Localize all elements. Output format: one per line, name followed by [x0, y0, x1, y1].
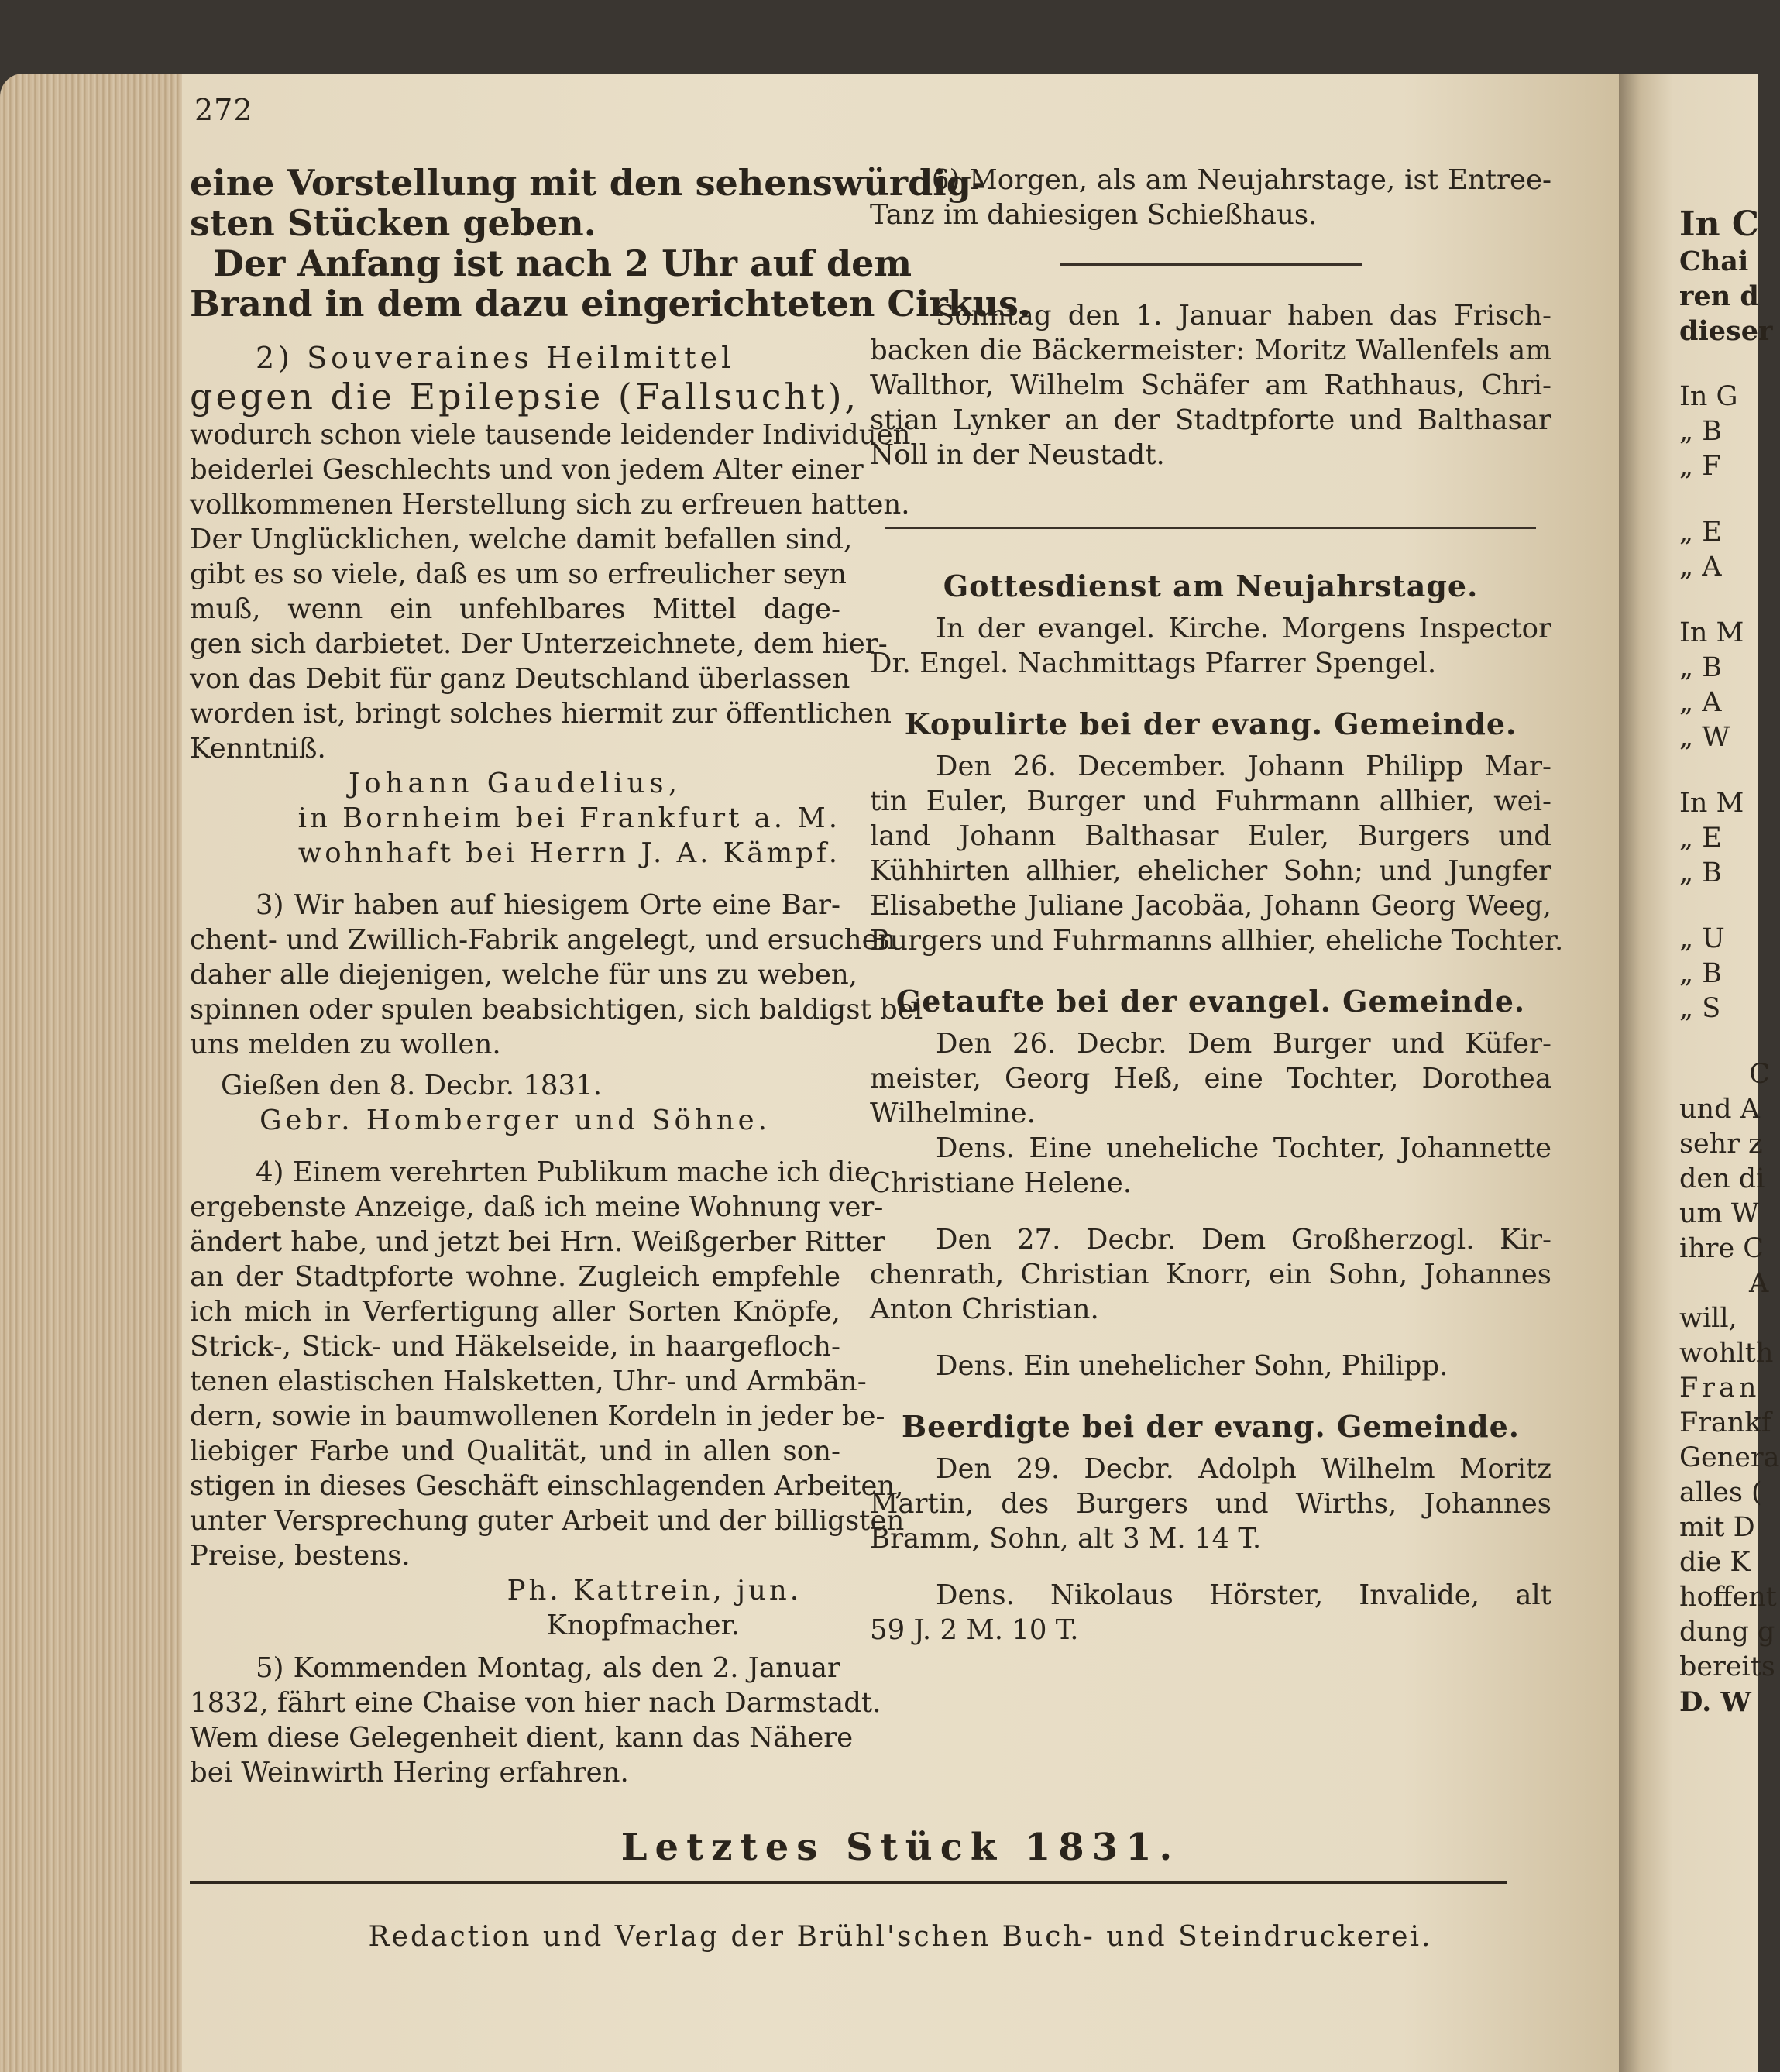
- fragment-gap: [1679, 891, 1780, 922]
- fragment-line: will,: [1679, 1303, 1737, 1334]
- text-line: 6) Morgen, als am Neujahrstage, ist Entree-: [932, 164, 1551, 196]
- text-line: wodurch schon viele tausende leidender Individuen: [190, 419, 911, 451]
- ad-dance: [870, 163, 1551, 232]
- signature-line: Knopfmacher.: [546, 1610, 740, 1641]
- section-divider: [885, 527, 1536, 529]
- text-line: Den 29. Decbr. Adolph Wilhelm Moritz: [936, 1453, 1551, 1485]
- fragment-gap: [1679, 484, 1780, 515]
- text-line: Elisabethe Juliane Jacobäa, Johann Georg Weeg,: [870, 890, 1551, 922]
- text-line: Kühhirten allhier, ehelicher Sohn; und Jungfer: [870, 855, 1551, 887]
- text-line: 3) Wir haben auf hiesigem Orte eine Bar-: [256, 889, 840, 921]
- baptisms-section: [870, 981, 1551, 1383]
- fragment-line: In M: [1679, 788, 1744, 819]
- issue-title: Letztes Stück 1831.: [620, 1826, 1180, 1869]
- text-line: eine Vorstellung mit den sehenswürdig-: [190, 162, 986, 204]
- fragment-line: „ B: [1679, 958, 1722, 989]
- text-line: ich mich in Verfertigung aller Sorten Knöpfe,: [190, 1296, 840, 1328]
- ad-subtitle: gegen die Epilepsie (Fallsucht),: [190, 376, 860, 417]
- text-line: Bramm, Sohn, alt 3 M. 14 T.: [870, 1523, 1262, 1555]
- text-line: ergebenste Anzeige, daß ich meine Wohnung ver-: [190, 1191, 884, 1223]
- fragment-gap: [1679, 349, 1780, 380]
- section-heading: Beerdigte bei der evang. Gemeinde.: [901, 1409, 1521, 1444]
- text-line: Den 26. Decbr. Dem Burger und Küfer-: [936, 1028, 1551, 1060]
- text-line: Dens. Nikolaus Hörster, Invalide, alt: [936, 1579, 1551, 1611]
- fragment-line: ren d: [1679, 280, 1759, 312]
- fragment-line: „ U: [1679, 923, 1725, 954]
- fragment-line: In C: [1679, 204, 1759, 244]
- fragment-line: dung g: [1679, 1617, 1775, 1648]
- marriages-section: [870, 704, 1564, 958]
- text-line: tenen elastischen Halsketten, Uhr- und Armbän-: [190, 1366, 867, 1397]
- book-page-edges: [0, 74, 186, 2072]
- text-line: dern, sowie in baumwollenen Kordeln in jeder be-: [190, 1400, 885, 1432]
- text-line: Sonntag den 1. Januar haben das Frisch-: [936, 300, 1551, 332]
- text-line: Dens. Ein unehelicher Sohn, Philipp.: [936, 1350, 1448, 1382]
- text-line: von das Debit für ganz Deutschland überlassen: [190, 663, 850, 695]
- text-line: vollkommenen Herstellung sich zu erfreuen hatten.: [190, 489, 910, 521]
- fragment-line: „ B: [1679, 416, 1722, 447]
- text-line: Strick-, Stick- und Häkelseide, in haargefloch-: [190, 1331, 840, 1362]
- signature-line: wohnhaft bei Herrn J. A. Kämpf.: [297, 837, 840, 869]
- text-line: land Johann Balthasar Euler, Burgers und: [870, 820, 1551, 852]
- imprint-line: Redaction und Verlag der Brühl'schen Buch- und Steindruckerei.: [368, 1921, 1433, 1953]
- fragment-gap: [1679, 755, 1780, 786]
- fragment-line: „ E: [1679, 517, 1722, 548]
- fragment-line: „ A: [1679, 552, 1722, 582]
- fragment-line: „ W: [1679, 722, 1730, 753]
- fragment-line: C: [1749, 1059, 1770, 1090]
- text-line: tin Euler, Burger und Fuhrmann allhier, wei-: [870, 785, 1551, 817]
- text-line: an der Stadtpforte wohne. Zugleich empfehle: [190, 1261, 840, 1293]
- fragment-gap: [1679, 1026, 1780, 1057]
- text-line: unter Versprechung guter Arbeit und der billigsten: [190, 1505, 905, 1537]
- text-line: Christiane Helene.: [870, 1167, 1132, 1199]
- text-line: meister, Georg Heß, eine Tochter, Dorothea: [870, 1063, 1551, 1094]
- right-column: [870, 163, 1564, 1648]
- burials-section: [870, 1407, 1551, 1648]
- text-line: spinnen oder spulen beabsichtigen, sich baldigst bei: [190, 994, 923, 1026]
- text-line: Der Anfang ist nach 2 Uhr auf dem: [213, 242, 912, 284]
- ad-title: 2) Souveraines Heilmittel: [256, 341, 735, 375]
- fragment-line: dieser: [1679, 315, 1773, 347]
- adjacent-page-fragment: [1619, 74, 1780, 2072]
- text-line: Brand in dem dazu eingerichteten Cirkus.: [190, 283, 1031, 325]
- fragment-line: wohlth: [1679, 1338, 1774, 1369]
- text-line: Wilhelmine.: [870, 1098, 1036, 1129]
- fragment-line: „ E: [1679, 823, 1722, 854]
- text-line: bei Weinwirth Hering erfahren.: [190, 1757, 629, 1789]
- signature-line: Ph. Kattrein, jun.: [507, 1575, 802, 1606]
- section-heading: Kopulirte bei der evang. Gemeinde.: [904, 706, 1517, 741]
- fragment-line: In G: [1679, 381, 1738, 412]
- text-line: stian Lynker an der Stadtpforte und Balthasar: [870, 404, 1551, 436]
- text-line: gen sich darbietet. Der Unterzeichnete, dem hier-: [190, 628, 888, 660]
- fragment-line: D. W: [1679, 1686, 1751, 1718]
- fragment-line: bereits: [1679, 1651, 1775, 1682]
- fragment-line: die K: [1679, 1547, 1751, 1578]
- text-line: Tanz im dahiesigen Schießhaus.: [870, 199, 1318, 231]
- fragment-line: Frankf: [1679, 1407, 1771, 1438]
- fragment-line: und A: [1679, 1094, 1760, 1125]
- adjacent-page-text: [1679, 205, 1780, 1720]
- text-line: Wallthor, Wilhelm Schäfer am Rathhaus, Chri-: [870, 369, 1551, 401]
- section-heading: Getaufte bei der evangel. Gemeinde.: [895, 984, 1526, 1019]
- ad-chaise: [190, 1651, 881, 1790]
- fragment-line: alles (: [1679, 1477, 1762, 1508]
- text-line: stigen in dieses Geschäft einschlagenden Arbeiten,: [190, 1470, 904, 1502]
- text-line: Burgers und Fuhrmanns allhier, eheliche Tochter.: [870, 925, 1564, 957]
- ad-buttons: [190, 1155, 905, 1643]
- bakers-notice: [870, 298, 1551, 472]
- fragment-line: „ F: [1679, 451, 1721, 482]
- fragment-line: Chai: [1679, 246, 1749, 277]
- text-line: Anton Christian.: [870, 1294, 1099, 1325]
- fragment-line: „ B: [1679, 652, 1722, 683]
- text-line: Preise, bestens.: [190, 1540, 411, 1572]
- fragment-line: „ A: [1679, 687, 1722, 718]
- text-line: Martin, des Burgers und Wirths, Johannes: [870, 1488, 1551, 1520]
- dateline: Gießen den 8. Decbr. 1831.: [221, 1070, 602, 1101]
- fragment-line: um W: [1679, 1198, 1759, 1229]
- worship-section: [870, 566, 1551, 681]
- footer-divider: [190, 1881, 1507, 1884]
- text-line: chenrath, Christian Knorr, ein Sohn, Johannes: [870, 1259, 1551, 1290]
- text-line: 4) Einem verehrten Publikum mache ich die: [256, 1156, 871, 1188]
- fragment-line: Fran: [1679, 1373, 1761, 1404]
- fragment-line: mit D: [1679, 1512, 1755, 1543]
- page-number: 272: [194, 93, 253, 127]
- fragment-line: sehr z: [1679, 1129, 1763, 1160]
- signature-line: in Bornheim bei Frankfurt a. M.: [297, 802, 840, 834]
- newspaper-page: [182, 74, 1619, 2072]
- text-line: liebiger Farbe und Qualität, und in allen son-: [190, 1435, 840, 1467]
- ad-circus: [190, 162, 1031, 325]
- text-line: uns melden zu wollen.: [190, 1029, 501, 1060]
- fragment-gap: [1679, 585, 1780, 616]
- signature-line: Johann Gaudelius,: [349, 768, 682, 799]
- text-line: Kenntniß.: [190, 733, 326, 765]
- fragment-line: ihre C: [1679, 1233, 1765, 1264]
- section-divider: [1060, 263, 1362, 266]
- section-heading: Gottesdienst am Neujahrstage.: [943, 569, 1479, 603]
- text-line: worden ist, bringt solches hiermit zur öffentlichen: [190, 698, 892, 730]
- text-line: Den 26. December. Johann Philipp Mar-: [936, 751, 1551, 782]
- text-line: In der evangel. Kirche. Morgens Inspector: [936, 613, 1551, 644]
- text-line: beiderlei Geschlechts und von jedem Alter einer: [190, 454, 864, 486]
- text-line: Noll in der Neustadt.: [870, 439, 1165, 471]
- text-line: 5) Kommenden Montag, als den 2. Januar: [256, 1652, 840, 1684]
- text-line: sten Stücken geben.: [190, 202, 596, 244]
- fragment-line: hoffent: [1679, 1582, 1777, 1613]
- text-line: Wem diese Gelegenheit dient, kann das Nähere: [190, 1722, 854, 1754]
- text-line: Dens. Eine uneheliche Tochter, Johannette: [936, 1132, 1551, 1164]
- text-line: Den 27. Decbr. Dem Großherzogl. Kir-: [936, 1224, 1551, 1256]
- signature-line: Gebr. Homberger und Söhne.: [259, 1105, 771, 1136]
- fragment-line: Genera: [1679, 1442, 1780, 1473]
- fragment-line: A: [1749, 1268, 1769, 1299]
- text-line: daher alle diejenigen, welche für uns zu weben,: [190, 959, 858, 991]
- fragment-line: In M: [1679, 617, 1744, 648]
- ad-fabric: [190, 888, 923, 1138]
- text-line: muß, wenn ein unfehlbares Mittel dage-: [190, 593, 840, 625]
- text-line: Dr. Engel. Nachmittags Pfarrer Spengel.: [870, 648, 1437, 679]
- fragment-line: den di: [1679, 1163, 1765, 1194]
- fragment-line: „ S: [1679, 993, 1721, 1024]
- text-line: backen die Bäckermeister: Moritz Wallenfels am: [870, 335, 1551, 366]
- fragment-line: „ B: [1679, 857, 1722, 888]
- text-line: gibt es so viele, daß es um so erfreulicher seyn: [190, 558, 847, 590]
- text-line: chent- und Zwillich-Fabrik angelegt, und ersuchen: [190, 924, 896, 956]
- text-line: 59 J. 2 M. 10 T.: [870, 1614, 1079, 1646]
- ad-epilepsy-remedy: [190, 341, 911, 871]
- text-line: Der Unglücklichen, welche damit befallen sind,: [190, 524, 853, 555]
- text-line: ändert habe, und jetzt bei Hrn. Weißgerber Ritter: [190, 1226, 885, 1258]
- text-line: 1832, fährt eine Chaise von hier nach Darmstadt.: [190, 1687, 881, 1719]
